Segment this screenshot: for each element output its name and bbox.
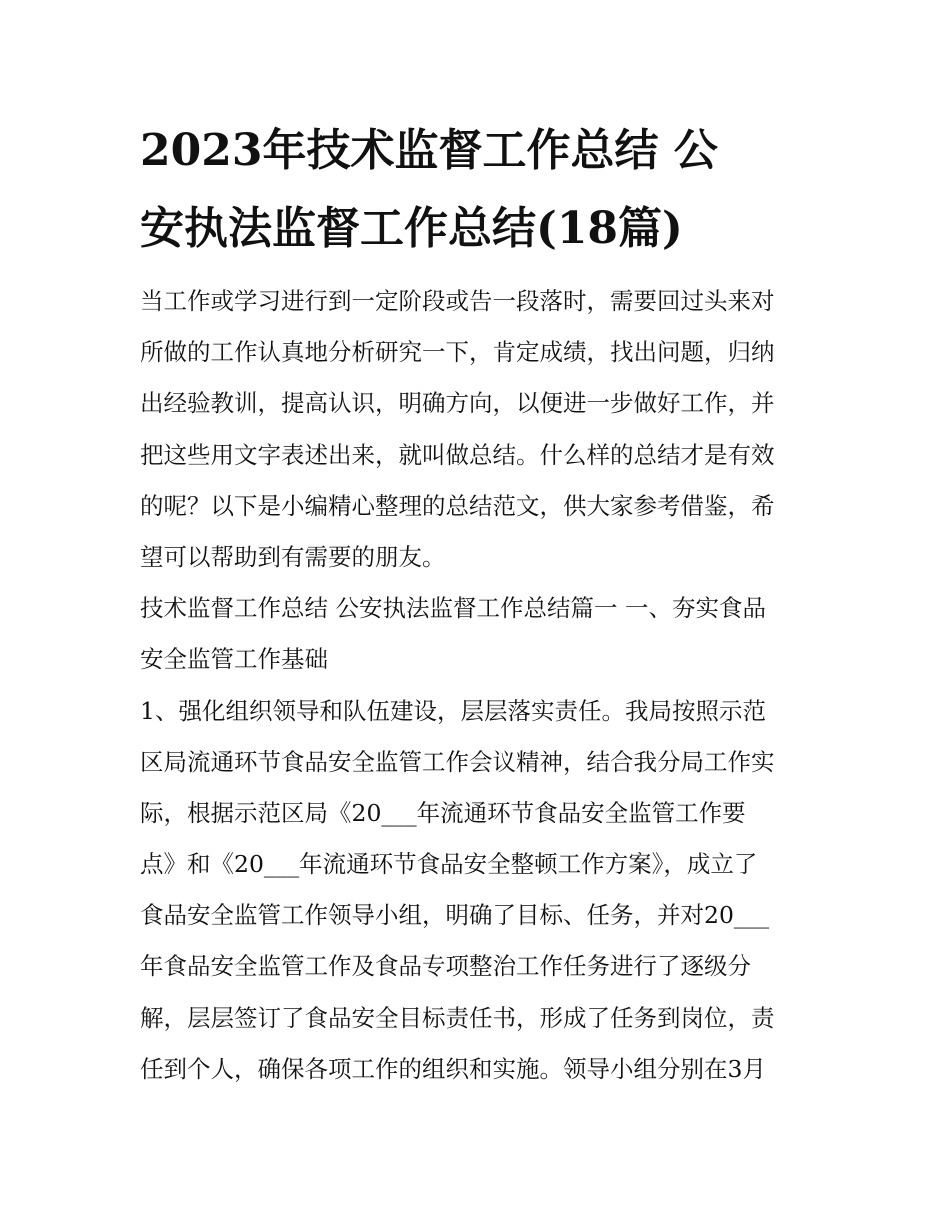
title-line-1: 2023年技术监督工作总结 公 bbox=[140, 125, 718, 176]
paragraph-line-4: 点》和《20___年流通环节食品安全整顿工作方案》，成立了 bbox=[140, 850, 758, 879]
title-line-2: 安执法监督工作总结(18篇) bbox=[140, 203, 683, 254]
section-heading-line-2: 安全监管工作基础 bbox=[140, 645, 328, 674]
intro-line-4: 把这些用文字表述出来，就叫做总结。什么样的总结才是有效 bbox=[140, 440, 775, 469]
intro-line-6: 望可以帮助到有需要的朋友。 bbox=[140, 542, 446, 571]
paragraph-line-5: 食品安全监管工作领导小组，明确了目标、任务，并对20___ bbox=[140, 901, 770, 930]
intro-line-2: 所做的工作认真地分析研究一下，肯定成绩，找出问题，归纳 bbox=[140, 338, 775, 367]
paragraph-line-2: 区局流通环节食品安全监管工作会议精神，结合我分局工作实 bbox=[140, 747, 775, 776]
intro-line-3: 出经验教训，提高认识，明确方向，以便进一步做好工作，并 bbox=[140, 389, 775, 418]
paragraph-line-3: 际，根据示范区局《20___年流通环节食品安全监管工作要 bbox=[140, 798, 746, 827]
document-title bbox=[140, 112, 820, 268]
paragraph-line-7: 解，层层签订了食品安全目标责任书，形成了任务到岗位，责 bbox=[140, 1003, 775, 1032]
paragraph-line-8: 任到个人，确保各项工作的组织和实施。领导小组分别在3月 bbox=[140, 1054, 766, 1083]
section-heading-line-1: 技术监督工作总结 公安执法监督工作总结篇一 一、夯实食品 bbox=[140, 594, 766, 623]
paragraph-line-1: 1、强化组织领导和队伍建设，层层落实责任。我局按照示范 bbox=[140, 696, 766, 725]
paragraph-line-6: 年食品安全监管工作及食品专项整治工作任务进行了逐级分 bbox=[140, 952, 751, 981]
intro-line-5: 的呢？以下是小编精心整理的总结范文，供大家参考借鉴，希 bbox=[140, 491, 775, 520]
intro-line-1: 当工作或学习进行到一定阶段或告一段落时，需要回过头来对 bbox=[140, 287, 775, 315]
document-body bbox=[140, 276, 820, 1095]
